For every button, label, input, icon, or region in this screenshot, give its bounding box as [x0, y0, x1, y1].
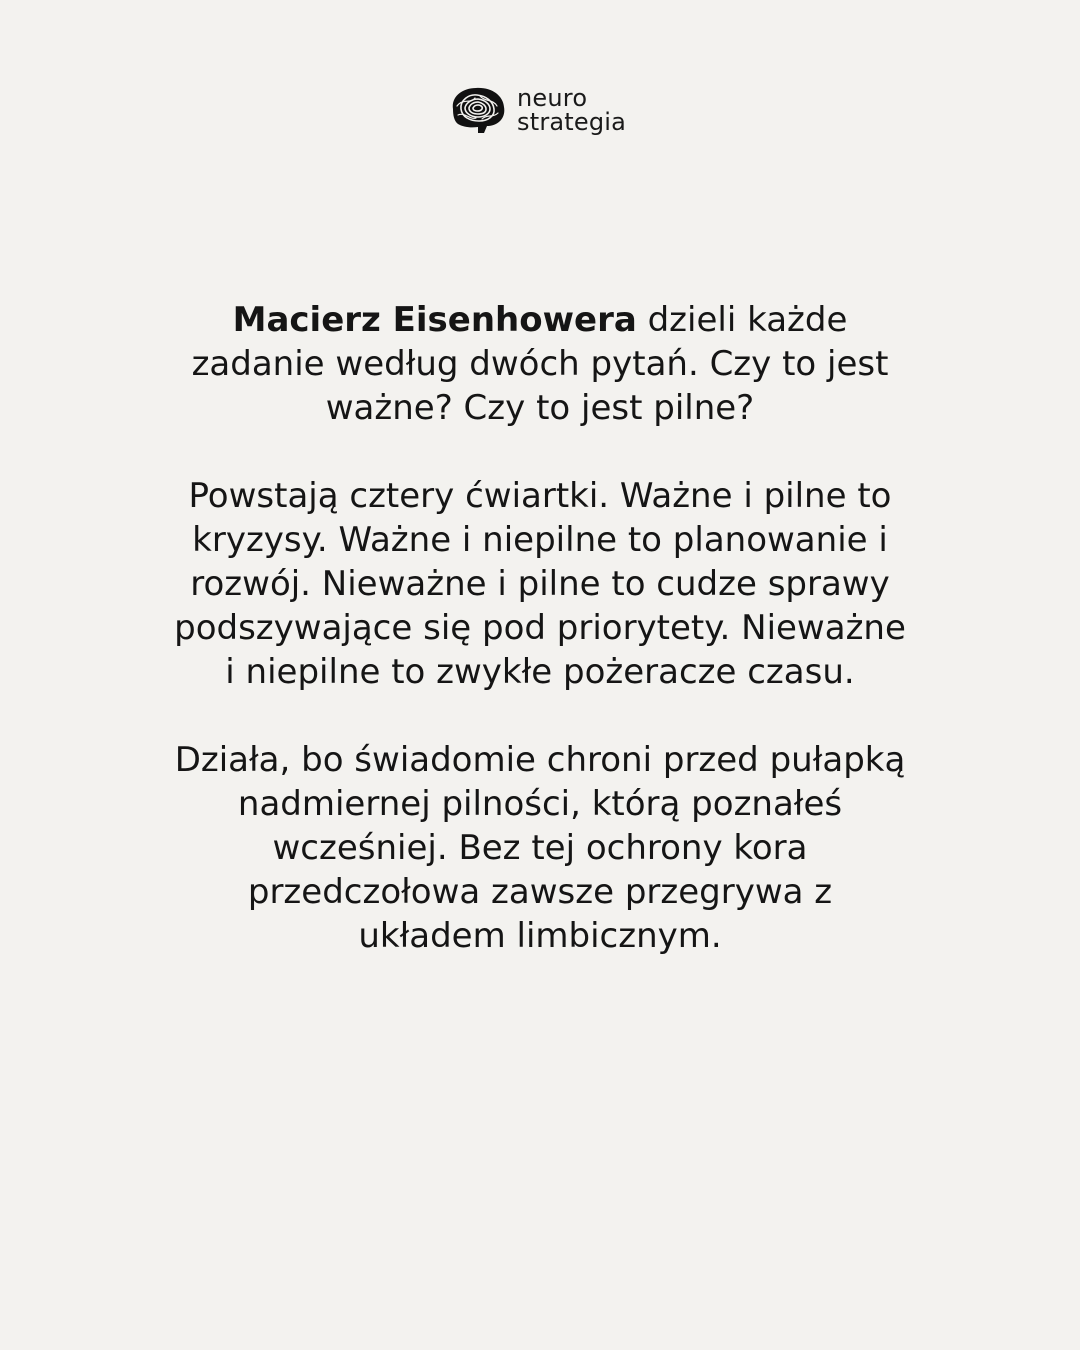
highlighted-term: Macierz Eisenhowera	[232, 300, 637, 340]
paragraph-eisenhower-intro	[170, 298, 910, 430]
brain-scribble-icon	[445, 84, 509, 136]
main-content	[170, 298, 910, 958]
brand-name	[517, 86, 626, 134]
brand-name-line-1: neuro	[517, 84, 588, 112]
brand-name-line-2: strategia	[517, 108, 627, 136]
paragraph-quadrants: Powstają cztery ćwiartki. Ważne i pilne to kryzysy. Ważne i niepilne to planowanie i rozwój. Nieważne i pilne to cudze sprawy podszywające się pod priorytety. Nieważne i niepilne to zwykłe pożeracze czasu.	[174, 476, 906, 692]
paragraph-why-it-works: Działa, bo świadomie chroni przed pułapką nadmiernej pilności, którą poznałeś wcześniej. Bez tej ochrony kora przedczołowa zawsze przegrywa z układem limbicznym.	[174, 740, 906, 956]
brand-logo	[445, 84, 626, 136]
intro-text: dzieli każde zadanie według dwóch pytań. Czy to jest ważne? Czy to jest pilne?	[191, 300, 889, 428]
